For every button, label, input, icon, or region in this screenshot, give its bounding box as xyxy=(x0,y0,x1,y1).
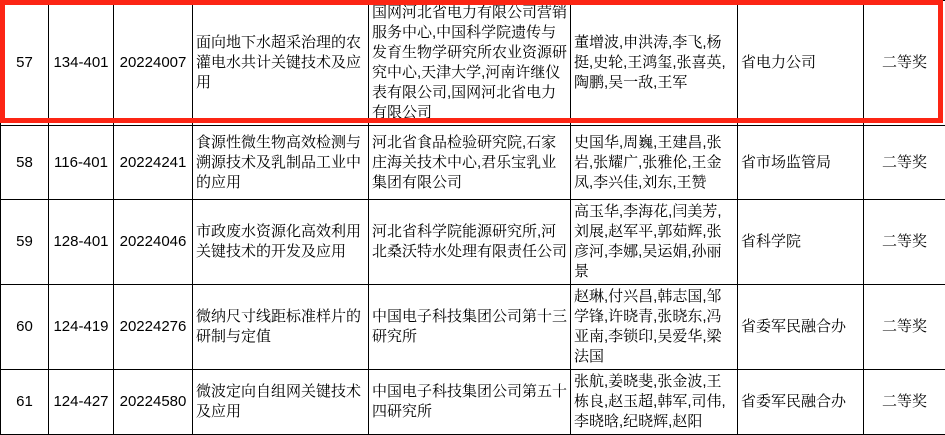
cell-organizations: 中国电子科技集团公司第五十四研究所 xyxy=(369,370,571,435)
cell-code: 124-427 xyxy=(49,370,114,435)
cell-seq: 59 xyxy=(1,200,49,285)
cell-seq: 60 xyxy=(1,285,49,370)
cell-people: 高玉华,李海花,闫美芳,刘展,赵军平,郭茹辉,张彦河,李娜,吴运娟,孙丽景 xyxy=(571,200,738,285)
cell-organizations: 河北省食品检验研究院,石家庄海关技术中心,君乐宝乳业集团有限公司 xyxy=(369,126,571,200)
cell-recommending-unit: 省电力公司 xyxy=(738,1,864,126)
cell-app-no: 20224007 xyxy=(114,1,193,126)
cell-project-title: 市政废水资源化高效利用关键技术的开发及应用 xyxy=(193,200,369,285)
cell-people: 赵琳,付兴昌,韩志国,邹学锋,许晓青,张晓东,冯亚南,李锁印,吴爱华,梁法国 xyxy=(571,285,738,370)
cell-code: 128-401 xyxy=(49,200,114,285)
cell-people: 张航,姜晓斐,张金波,王栋良,赵玉超,韩军,司伟,李晓晗,纪晓辉,赵阳 xyxy=(571,370,738,435)
cell-recommending-unit: 省科学院 xyxy=(738,200,864,285)
table-row xyxy=(1,1,945,126)
cell-recommending-unit: 省委军民融合办 xyxy=(738,370,864,435)
cell-recommending-unit: 省委军民融合办 xyxy=(738,285,864,370)
table-row xyxy=(1,126,945,200)
cell-award-grade: 二等奖 xyxy=(864,1,945,126)
cell-award-grade: 二等奖 xyxy=(864,370,945,435)
cell-project-title: 食源性微生物高效检测与溯源技术及乳制品工业中的应用 xyxy=(193,126,369,200)
table-row xyxy=(1,370,945,435)
cell-organizations: 河北省科学院能源研究所,河北桑沃特水处理有限责任公司 xyxy=(369,200,571,285)
cell-seq: 57 xyxy=(1,1,49,126)
cell-seq: 61 xyxy=(1,370,49,435)
cell-recommending-unit: 省市场监管局 xyxy=(738,126,864,200)
cell-organizations: 国网河北省电力有限公司营销服务中心,中国科学院遗传与发育生物学研究所农业资源研究中心,天津大学,河南许继仪表有限公司,国网河北省电力有限公司 xyxy=(369,1,571,126)
cell-code: 134-401 xyxy=(49,1,114,126)
cell-app-no: 20224580 xyxy=(114,370,193,435)
cell-app-no: 20224046 xyxy=(114,200,193,285)
cell-seq: 58 xyxy=(1,126,49,200)
cell-award-grade: 二等奖 xyxy=(864,200,945,285)
cell-project-title: 微波定向自组网关键技术及应用 xyxy=(193,370,369,435)
cell-app-no: 20224276 xyxy=(114,285,193,370)
cell-app-no: 20224241 xyxy=(114,126,193,200)
table-row xyxy=(1,285,945,370)
cell-organizations: 中国电子科技集团公司第十三研究所 xyxy=(369,285,571,370)
cell-award-grade: 二等奖 xyxy=(864,126,945,200)
cell-code: 124-419 xyxy=(49,285,114,370)
cell-project-title: 面向地下水超采治理的农灌电水共计关键技术及应用 xyxy=(193,1,369,126)
cell-code: 116-401 xyxy=(49,126,114,200)
table-row xyxy=(1,200,945,285)
cell-project-title: 微纳尺寸线距标准样片的研制与定值 xyxy=(193,285,369,370)
cell-people: 董增波,申洪涛,李飞,杨挺,史轮,王鸿玺,张喜英,陶鹏,吴一敌,王军 xyxy=(571,1,738,126)
cell-people: 史国华,周巍,王建昌,张岩,张耀广,张雅伦,王金凤,李兴佳,刘东,王赞 xyxy=(571,126,738,200)
cell-award-grade: 二等奖 xyxy=(864,285,945,370)
